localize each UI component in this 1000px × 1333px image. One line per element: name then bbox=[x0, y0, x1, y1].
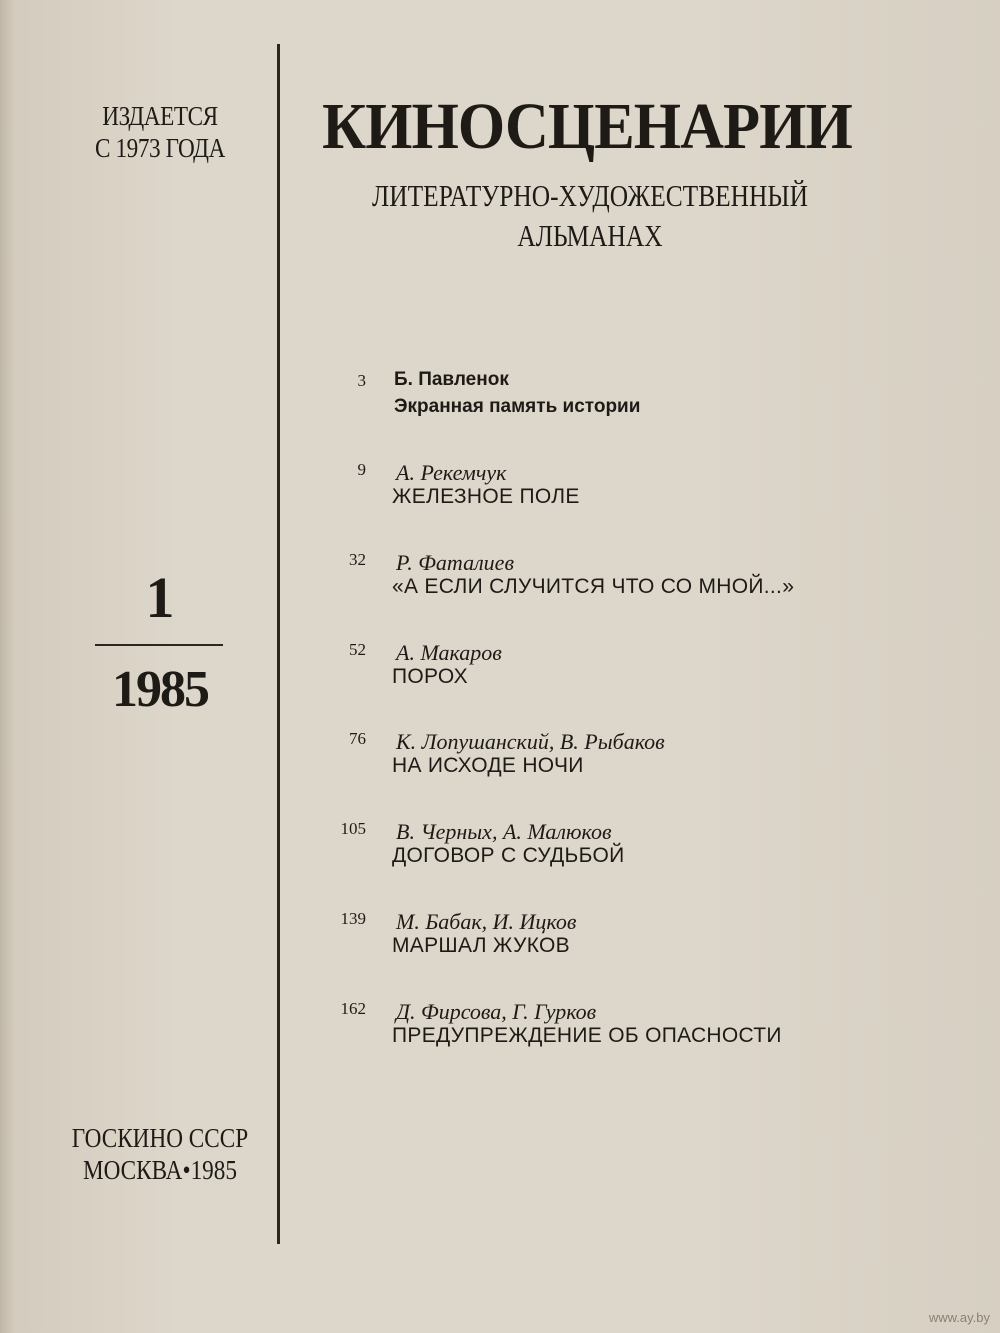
publisher-imprint bbox=[57, 1122, 263, 1186]
vertical-divider bbox=[277, 44, 280, 1244]
toc-title: ЖЕЛЕЗНОЕ ПОЛЕ bbox=[392, 485, 580, 508]
published-since-line2: С 1973 ГОДА bbox=[95, 133, 225, 163]
toc-page-number: 32 bbox=[349, 550, 366, 569]
almanac-subtitle-line2: АЛЬМАНАХ bbox=[517, 218, 663, 253]
toc-author: А. Макаров bbox=[396, 640, 502, 665]
toc-page-number: 3 bbox=[357, 371, 366, 390]
toc-author: В. Черных, А. Малюков bbox=[396, 819, 612, 844]
published-since bbox=[74, 100, 246, 164]
publisher-line1: ГОСКИНО СССР bbox=[71, 1123, 249, 1153]
almanac-subtitle bbox=[352, 176, 828, 256]
toc-title: ПРЕДУПРЕЖДЕНИЕ ОБ ОПАСНОСТИ bbox=[392, 1024, 782, 1047]
toc-title: ПОРОХ bbox=[392, 665, 468, 688]
published-since-line1: ИЗДАЕТСЯ bbox=[102, 101, 218, 131]
issue-year: 1985 bbox=[112, 661, 208, 718]
almanac-title: КИНОСЦЕНАРИИ bbox=[322, 90, 852, 163]
toc-title: МАРШАЛ ЖУКОВ bbox=[392, 934, 570, 957]
toc-page-number: 105 bbox=[340, 819, 366, 838]
almanac-subtitle-line1: ЛИТЕРАТУРНО-ХУДОЖЕСТВЕННЫЙ bbox=[372, 178, 808, 213]
toc-title: ДОГОВОР С СУДЬБОЙ bbox=[392, 844, 625, 867]
issue-divider bbox=[95, 644, 223, 646]
toc-title: «А ЕСЛИ СЛУЧИТСЯ ЧТО СО МНОЙ...» bbox=[392, 575, 795, 598]
toc-page-number: 162 bbox=[340, 999, 366, 1018]
page-edge-shadow bbox=[0, 0, 14, 1333]
toc-page-number: 139 bbox=[340, 909, 366, 928]
toc-author: Р. Фаталиев bbox=[396, 550, 514, 575]
watermark: www.ay.by bbox=[928, 1310, 990, 1325]
toc-author: К. Лопушанский, В. Рыбаков bbox=[396, 729, 665, 754]
publisher-line2: МОСКВА•1985 bbox=[82, 1155, 238, 1185]
issue-number: 1 bbox=[145, 565, 175, 630]
toc-page-number: 76 bbox=[349, 729, 366, 748]
toc-title: НА ИСХОДЕ НОЧИ bbox=[392, 754, 584, 777]
toc-author: М. Бабак, И. Ицков bbox=[396, 909, 577, 934]
toc-title: Экранная память истории bbox=[394, 396, 641, 417]
toc-page-number: 9 bbox=[357, 460, 366, 479]
toc-author: Д. Фирсова, Г. Гурков bbox=[396, 999, 597, 1024]
toc-page-number: 52 bbox=[349, 640, 366, 659]
toc-author: Б. Павленок bbox=[394, 369, 509, 390]
toc-author: А. Рекемчук bbox=[396, 460, 507, 485]
